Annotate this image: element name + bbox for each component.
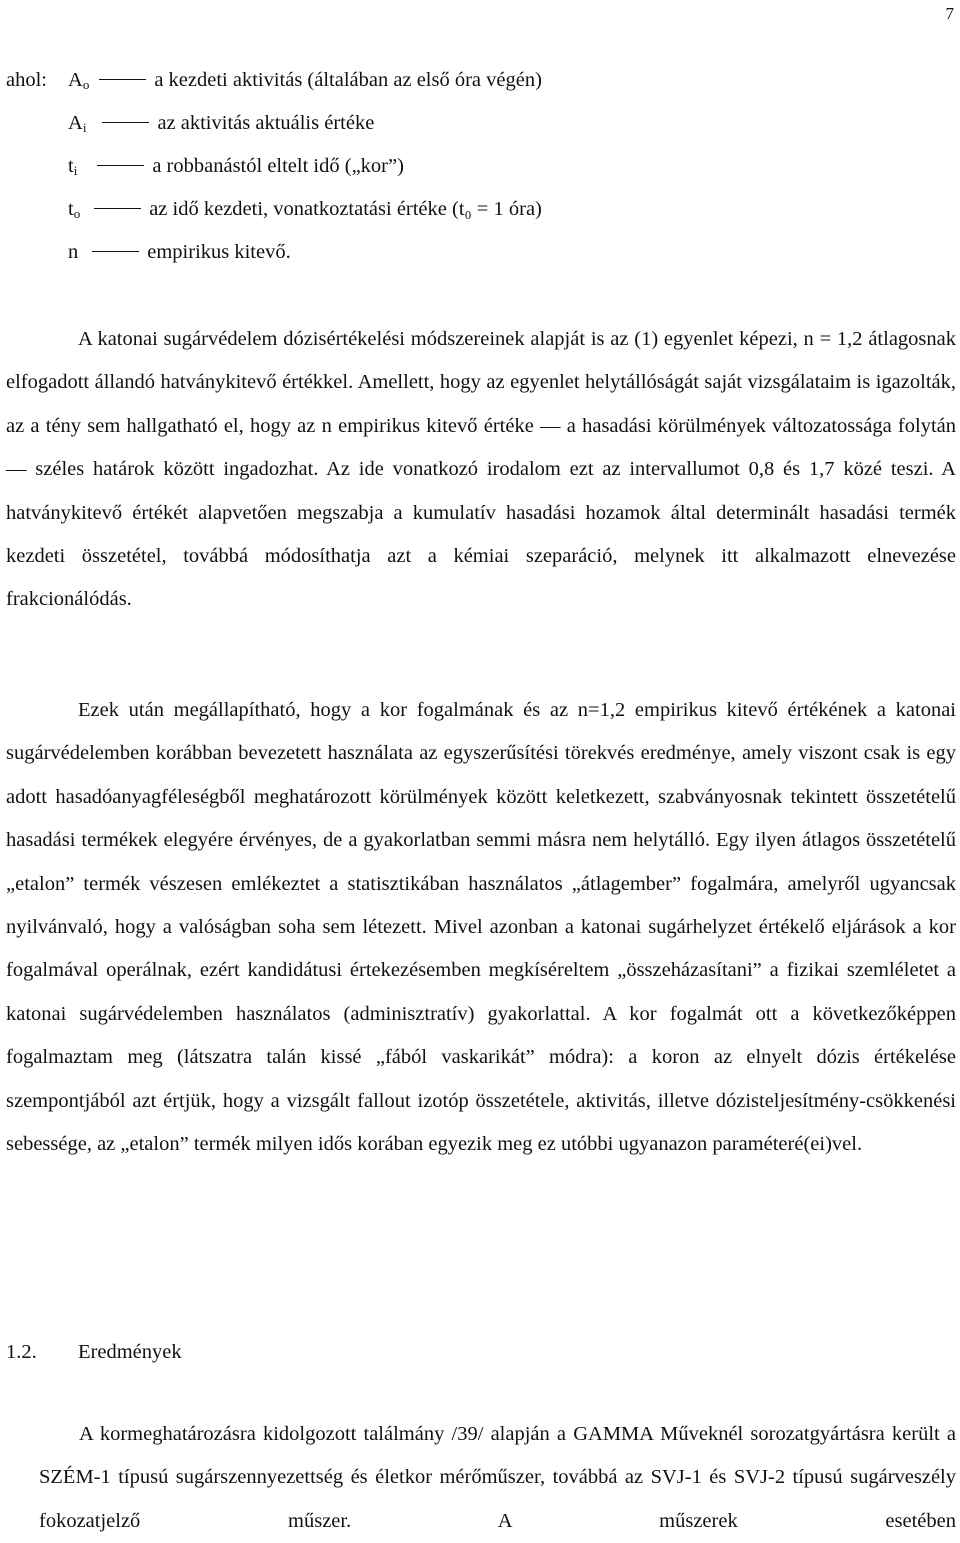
definition-row [6, 198, 542, 241]
definition-symbol: $t_i$ [68, 155, 78, 178]
definition-symbol: $A_o$ [68, 69, 90, 92]
definition-text: az aktivitás aktuális értéke [157, 112, 375, 134]
section-number: 1.2. [6, 1341, 37, 1363]
definition-row [6, 155, 542, 198]
definition-row [6, 69, 542, 112]
definition-list [6, 69, 542, 284]
em-dash-line [102, 122, 149, 123]
definition-symbol: $A_i$ [68, 112, 87, 135]
section-title: Eredmények [78, 1341, 182, 1363]
em-dash-line [94, 208, 141, 209]
em-dash-line [92, 251, 139, 252]
definition-symbol: n [68, 241, 79, 263]
definition-row [6, 112, 542, 155]
definition-symbol: $t_o$ [68, 198, 81, 221]
definition-row [6, 241, 542, 284]
section-heading [6, 1341, 182, 1364]
paragraph-dose-assessment: A katonai sugárvédelem dózisértékelési módszereinek alapját is az (1) egyenlet képezi, n = 1,2 átlagosnak elfogadott állandó hatványkitevő értékkel. Amellett, hogy az egyenlet helytállóságát saját vizsgálataim is igazolták, az a tény sem hallgatható el, hogy az n empirikus kitevő értéke — a hasadási körülmények változatossága folytán — széles határok között ingadozhat. Az ide vonatkozó irodalom ezt az intervallumot 0,8 és 1,7 közé teszi. A hatványkitevő értékét alapvetően megszabja a kumulatív hasadási hozamok által determinált hasadási termék kezdeti összetétel, továbbá módosíthatja azt a kémiai szeparáció, melynek itt alkalmazott elnevezése frakcionálódás. [6, 328, 956, 611]
em-dash-line [97, 165, 144, 166]
paragraph-age-concept: Ezek után megállapítható, hogy a kor fogalmának és az n=1,2 empirikus kitevő értékének a katonai sugárvédelemben korábban bevezetett használata az egyszerűsítési törekvés eredménye, amely viszont csak is egy adott hasadóanyagféleségből meghatározott körülmények között keletkezett, szabványosnak tekintett összetételű hasadási termékek elegyére érvényes, de a gyakorlatban semmi másra nem helytálló. Egy ilyen átlagos összetételű „etalon” termék vészesen emlékeztet a statisztikában használatos „átlagember” fogalmára, amelyről ugyancsak nyilvánvaló, hogy a valóságban soha sem létezett. Mivel azonban a katonai sugárhelyzet értékelő eljárások a kor fogalmával operálnak, ezért kandidátusi értekezésemben megkíséreltem „összeházasítani” a fizikai szemléletet a katonai sugárvédelemben használatos (adminisztratív) gyakorlattal. A kor fogalmát ott a következőképpen fogalmaztam meg (látszatra talán kissé „fából vaskarikát” módra): a koron az elnyelt dózis értékelése szempontjából azt értjük, hogy a vizsgált fallout izotóp összetétele, aktivitás, illetve dózisteljesítmény-csökkenési sebessége, az „etalon” termék milyen idős korában egyezik meg ez utóbbi ugyanazon paraméteré(ei)vel. [6, 699, 956, 1156]
definition-text: empirikus kitevő. [147, 241, 291, 263]
em-dash-line [99, 79, 146, 80]
definition-text: a robbanástól eltelt idő („kor”) [152, 155, 404, 177]
page-number: 7 [945, 4, 954, 23]
definition-text: a kezdeti aktivitás (általában az első óra végén) [154, 69, 542, 91]
paragraph-results: A kormeghatározásra kidolgozott találmány /39/ alapján a GAMMA Műveknél sorozatgyártásra került a SZÉM-1 típusú sugárszennyezettség és életkor mérőműszer, továbbá az SVJ-1 és SVJ-2 típusú sugárveszély fokozatjelző műszer. A műszerek esetében [39, 1423, 956, 1532]
definition-lead: ahol: [6, 69, 47, 91]
definition-text: az idő kezdeti, vonatkoztatási értéke (t₀ = 1 óra) [149, 198, 542, 220]
